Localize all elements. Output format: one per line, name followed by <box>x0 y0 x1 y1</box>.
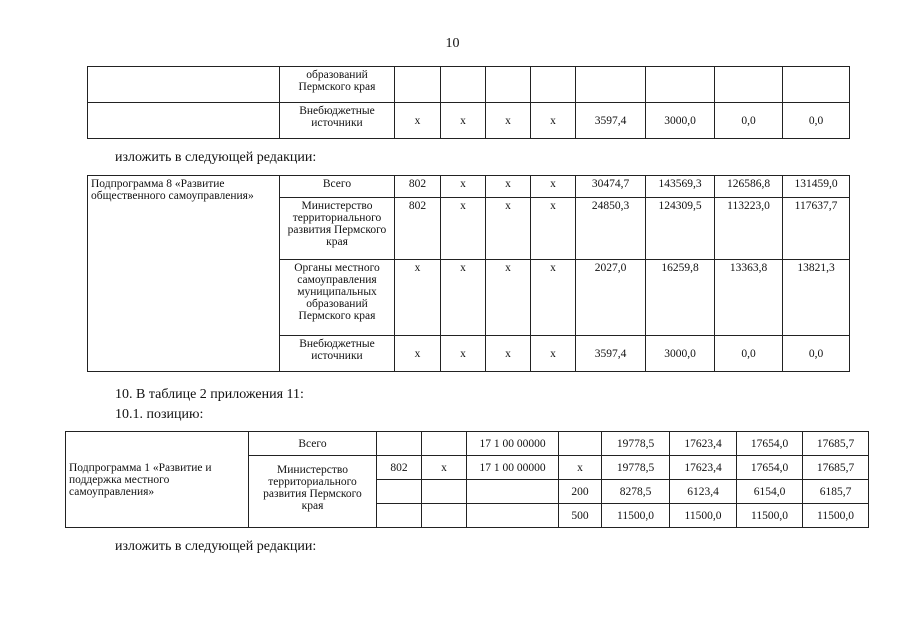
cell: х <box>441 336 486 372</box>
value-cell: 19778,5 <box>602 432 670 456</box>
code-cell: 17 1 00 00000 <box>467 432 559 456</box>
value-cell: 30474,7 <box>576 176 646 198</box>
cell: х <box>531 336 576 372</box>
value-cell: 131459,0 <box>783 176 850 198</box>
program-name: Подпрограмма 8 «Развитие общественного самоуправления» <box>88 176 280 372</box>
value-cell: 11500,0 <box>803 504 869 528</box>
value-cell: 6154,0 <box>737 480 803 504</box>
value-cell: 16259,8 <box>646 260 715 336</box>
value-cell: 6123,4 <box>670 480 737 504</box>
value-cell: 24850,3 <box>576 198 646 260</box>
table-subprogram-1 <box>65 431 869 528</box>
value-cell: 3000,0 <box>646 103 715 139</box>
value-cell: 3597,4 <box>576 336 646 372</box>
table-row <box>88 103 850 139</box>
cell: х <box>486 176 531 198</box>
row-label: Всего <box>249 432 377 456</box>
row-label: образований Пермского края <box>280 67 395 103</box>
paragraph-instruction: изложить в следующей редакции: <box>115 150 317 165</box>
cell: х <box>441 176 486 198</box>
table-continuation <box>87 66 850 139</box>
cell: 500 <box>559 504 602 528</box>
row-label: Министерство территориального развития Пермского края <box>280 198 395 260</box>
cell: х <box>441 198 486 260</box>
cell: х <box>395 103 441 139</box>
cell: х <box>531 198 576 260</box>
value-cell: 13821,3 <box>783 260 850 336</box>
program-name: Подпрограмма 1 «Развитие и поддержка местного самоуправления» <box>66 432 249 528</box>
cell: х <box>486 336 531 372</box>
value-cell: 0,0 <box>715 336 783 372</box>
value-cell: 8278,5 <box>602 480 670 504</box>
cell: 802 <box>377 456 422 480</box>
paragraph-heading: 10. В таблице 2 приложения 11: <box>115 387 304 402</box>
cell: х <box>486 260 531 336</box>
value-cell: 11500,0 <box>670 504 737 528</box>
cell: х <box>422 456 467 480</box>
value-cell: 13363,8 <box>715 260 783 336</box>
value-cell: 17654,0 <box>737 432 803 456</box>
value-cell: 17654,0 <box>737 456 803 480</box>
table-row <box>88 67 850 103</box>
cell: 802 <box>395 198 441 260</box>
row-label: Органы местного самоуправления муниципальных образований Пермского края <box>280 260 395 336</box>
table-row <box>66 432 869 456</box>
cell: х <box>441 260 486 336</box>
value-cell: 17685,7 <box>803 432 869 456</box>
value-cell: 17685,7 <box>803 456 869 480</box>
value-cell: 11500,0 <box>602 504 670 528</box>
value-cell: 3597,4 <box>576 103 646 139</box>
value-cell: 124309,5 <box>646 198 715 260</box>
value-cell: 11500,0 <box>737 504 803 528</box>
cell: х <box>486 198 531 260</box>
cell: х <box>531 103 576 139</box>
cell: х <box>531 260 576 336</box>
value-cell: 3000,0 <box>646 336 715 372</box>
cell: х <box>395 260 441 336</box>
value-cell: 0,0 <box>715 103 783 139</box>
value-cell: 126586,8 <box>715 176 783 198</box>
value-cell: 113223,0 <box>715 198 783 260</box>
value-cell: 117637,7 <box>783 198 850 260</box>
cell: х <box>559 456 602 480</box>
value-cell: 143569,3 <box>646 176 715 198</box>
value-cell: 19778,5 <box>602 456 670 480</box>
page-number: 10 <box>445 36 460 51</box>
empty-cell <box>88 103 280 139</box>
table-row <box>88 176 850 198</box>
empty-cell <box>88 67 280 103</box>
value-cell: 17623,4 <box>670 432 737 456</box>
row-label: Внебюджетные источники <box>280 336 395 372</box>
value-cell: 2027,0 <box>576 260 646 336</box>
table-subprogram-8 <box>87 175 850 372</box>
value-cell: 0,0 <box>783 103 850 139</box>
cell: х <box>486 103 531 139</box>
paragraph-instruction-2: изложить в следующей редакции: <box>115 539 317 554</box>
value-cell: 17623,4 <box>670 456 737 480</box>
value-cell: 0,0 <box>783 336 850 372</box>
cell: х <box>441 103 486 139</box>
row-label: Министерство территориального развития Пермского края <box>249 456 377 528</box>
code-cell: 17 1 00 00000 <box>467 456 559 480</box>
row-label: Всего <box>280 176 395 198</box>
value-cell: 6185,7 <box>803 480 869 504</box>
cell: х <box>531 176 576 198</box>
row-label: Внебюджетные источники <box>280 103 395 139</box>
cell: х <box>395 336 441 372</box>
cell: 200 <box>559 480 602 504</box>
paragraph-subheading: 10.1. позицию: <box>115 407 204 422</box>
cell: 802 <box>395 176 441 198</box>
